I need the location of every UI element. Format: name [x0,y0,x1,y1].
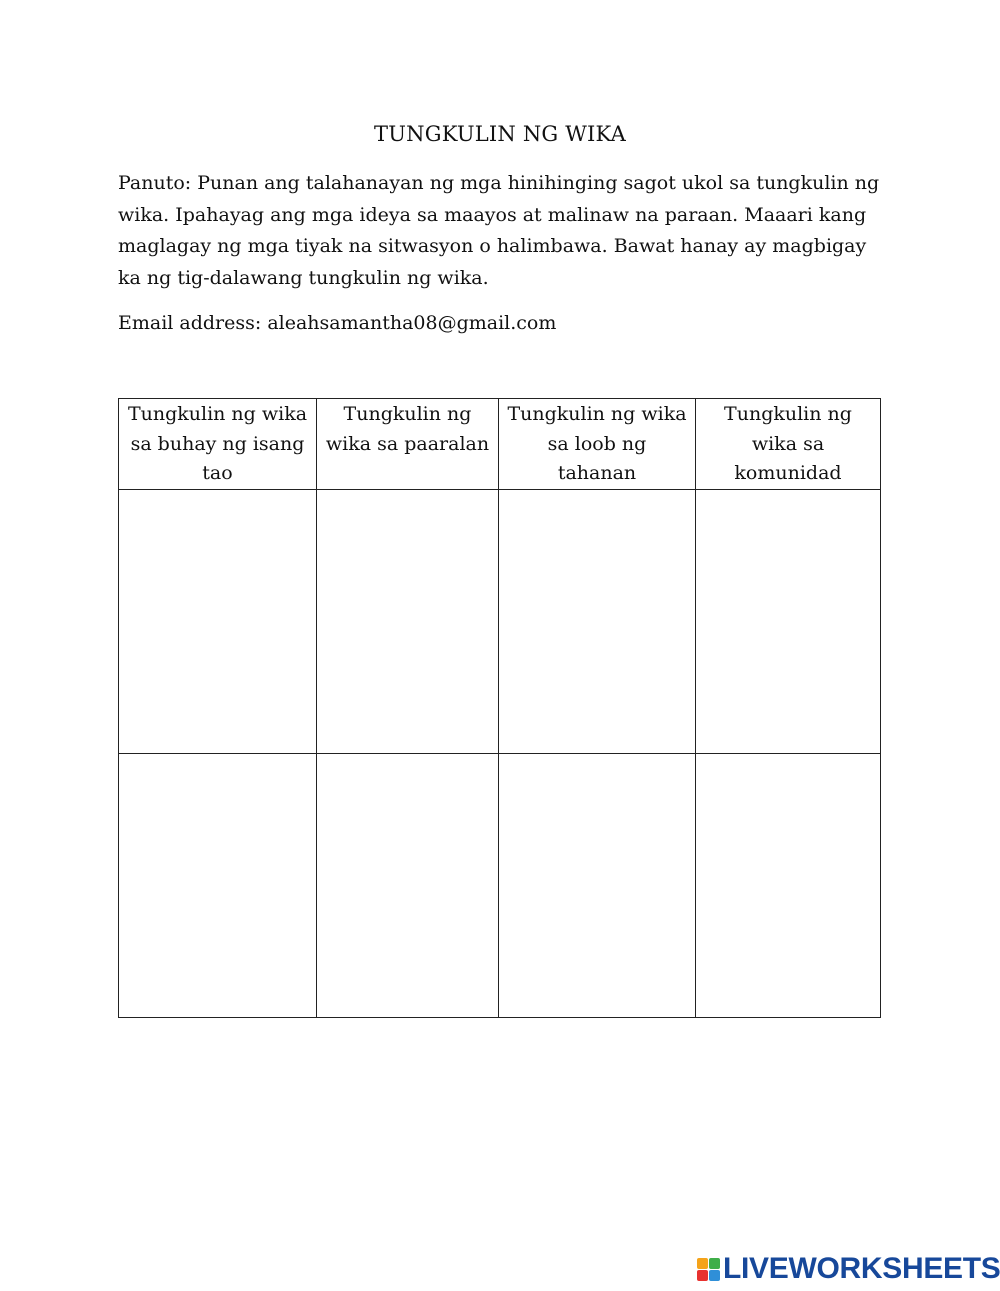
header-paaralan: Tungkulin ng wika sa paaralan [317,399,499,490]
answer-cell[interactable] [499,489,696,753]
logo-square [709,1270,720,1281]
answer-cell-text[interactable] [696,490,880,753]
worksheet-title: TUNGKULIN NG WIKA [374,122,626,146]
table-header-row [119,399,881,490]
answer-cell[interactable] [317,489,499,753]
answer-cell-text[interactable] [499,754,695,1017]
logo-square [709,1258,720,1269]
answer-cell-text[interactable] [317,754,498,1017]
liveworksheets-logo [697,1253,1000,1285]
answer-cell-text[interactable] [499,490,695,753]
answer-cell[interactable] [696,489,881,753]
answer-cell[interactable] [119,753,317,1017]
logo-square [697,1258,708,1269]
instructions-text: Panuto: Punan ang talahanayan ng mga hinihinging sagot ukol sa tungkulin ng wika. Ipahayag ang mga ideya sa maayos at malinaw na paraan. Maaari kang maglagay ng mga tiyak na sitwasyon o halimbawa. Bawat hanay ay magbigay ka ng tig-dalawang tungkulin ng wika. [118,172,880,289]
logo-text: LIVEWORKSHEETS [723,1252,1000,1285]
email-address: Email address: aleahsamantha08@gmail.com [118,312,557,334]
header-komunidad: Tungkulin ng wika sa komunidad [696,399,881,490]
answer-cell[interactable] [499,753,696,1017]
answer-cell[interactable] [119,489,317,753]
header-buhay: Tungkulin ng wika sa buhay ng isang tao [119,399,317,490]
table-row [119,489,881,753]
answer-cell-text[interactable] [119,490,316,753]
table-row [119,753,881,1017]
answer-cell-text[interactable] [317,490,498,753]
answer-table [118,398,881,1018]
logo-mark-icon [697,1258,720,1281]
answer-cell[interactable] [317,753,499,1017]
header-tahanan: Tungkulin ng wika sa loob ng tahanan [499,399,696,490]
answer-cell-text[interactable] [696,754,880,1017]
answer-cell-text[interactable] [119,754,316,1017]
answer-cell[interactable] [696,753,881,1017]
logo-square [697,1270,708,1281]
